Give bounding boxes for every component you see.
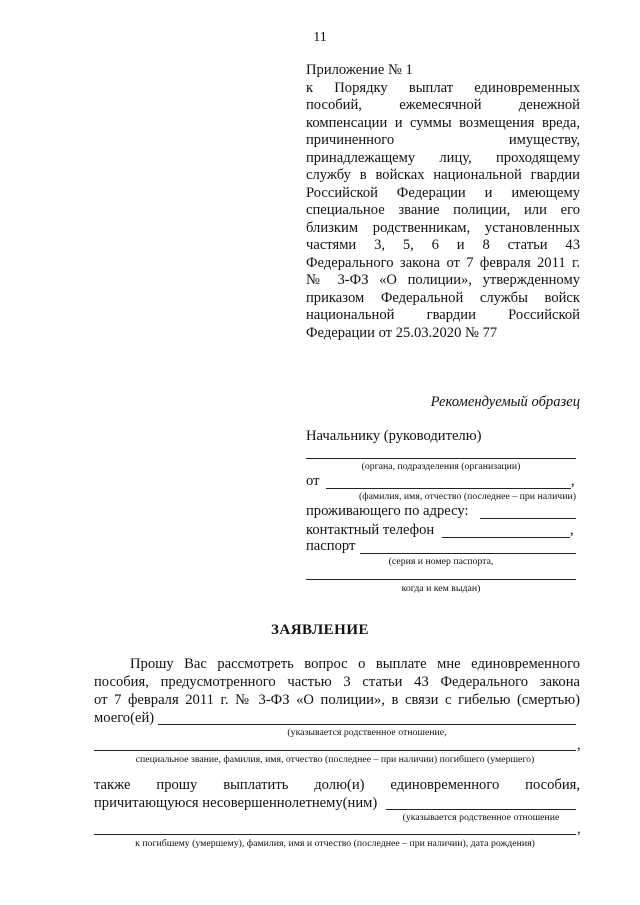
from-comma: , xyxy=(571,473,575,489)
deceased-hint: специальное звание, фамилия, имя, отчество (последнее – при наличии) погибшего (умершего) xyxy=(135,754,535,765)
appendix-line: Федерального закона от 7 февраля 2011 г. xyxy=(306,254,580,271)
appendix-line: Российской Федерации и имеющему xyxy=(306,184,580,201)
body-line xyxy=(94,777,580,794)
appendix-line: к Порядку выплат единовременных xyxy=(306,79,580,96)
relation-line[interactable] xyxy=(158,724,576,725)
minor-hint: к погибшему (умершему), фамилия, имя и отчество (последнее – при наличии), дата рождения) xyxy=(135,838,535,849)
organization-line[interactable] xyxy=(306,458,576,459)
body-line xyxy=(130,656,580,673)
page-number: 11 xyxy=(313,30,327,45)
body-line xyxy=(94,674,580,691)
appendix-line: Федерации от 25.03.2020 № 77 xyxy=(306,324,498,341)
minor-relation-line[interactable] xyxy=(386,809,576,810)
passport-issued-line[interactable] xyxy=(306,579,576,580)
from-label: от xyxy=(306,473,320,489)
appendix-line: пособий, ежемесячной денежной xyxy=(306,97,580,113)
document-title: ЗАЯВЛЕНИЕ xyxy=(270,622,370,638)
deceased-comma: , xyxy=(577,737,581,753)
passport-hint: (серия и номер паспорта, xyxy=(388,556,494,567)
appendix-line: частями 3, 5, 6 и 8 статьи 43 xyxy=(306,237,580,253)
appendix-line: Приложение № 1 xyxy=(306,62,413,78)
body-text: Прошу Вас рассмотреть вопрос о выплате мне единовременного xyxy=(130,656,580,672)
relation-hint-2: (указывается родственное отношение xyxy=(402,812,560,823)
minor-details-line[interactable] xyxy=(94,834,576,835)
relation-label: моего(ей) xyxy=(94,710,155,726)
appendix-line: близким родственникам, установленных xyxy=(306,219,580,236)
issued-hint: когда и кем выдан) xyxy=(401,583,481,594)
body-text: пособия, предусмотренного частью 3 статьи 43 Федерального закона xyxy=(94,674,580,690)
address-label: проживающего по адресу: xyxy=(306,503,469,519)
body-text: также прошу выплатить долю(и) единовременного пособия, xyxy=(94,777,580,793)
passport-label: паспорт xyxy=(306,538,356,554)
appendix-line: службу в войсках национальной гвардии xyxy=(306,167,580,183)
appendix-line: принадлежащему лицу, проходящему xyxy=(306,149,580,166)
appendix-line: приказом Федеральной службы войск xyxy=(306,289,580,306)
name-hint: (фамилия, имя, отчество (последнее – при наличии) xyxy=(358,491,576,502)
appendix-line: компенсации и суммы возмещения вреда, xyxy=(306,114,580,131)
phone-label: контактный телефон xyxy=(306,522,435,538)
address-line[interactable] xyxy=(480,518,576,519)
body-line xyxy=(94,692,580,709)
phone-comma: , xyxy=(570,522,574,538)
body-text: от 7 февраля 2011 г. № 3-ФЗ «О полиции», в связи с гибелью (смертью) xyxy=(94,692,580,708)
relation-hint: (указывается родственное отношение, xyxy=(287,727,447,738)
appendix-header xyxy=(306,62,580,342)
passport-line[interactable] xyxy=(360,553,576,554)
organization-hint: (органа, подразделения (организации) xyxy=(361,461,521,472)
minor-label: причитающуюся несовершеннолетнему(ним) xyxy=(94,795,378,811)
appendix-line: национальной гвардии Российской xyxy=(306,307,580,323)
minor-comma: , xyxy=(577,821,581,837)
appendix-line: причиненного имуществу, xyxy=(306,132,580,148)
sample-label: Рекомендуемый образец xyxy=(430,394,580,410)
deceased-line[interactable] xyxy=(94,750,576,751)
phone-line[interactable] xyxy=(442,537,570,538)
appendix-line: № 3-ФЗ «О полиции», утвержденному xyxy=(306,272,580,288)
to-label: Начальнику (руководителю) xyxy=(306,428,482,444)
applicant-name-line[interactable] xyxy=(326,488,571,489)
appendix-line: специальное звание полиции, или его xyxy=(306,202,580,218)
